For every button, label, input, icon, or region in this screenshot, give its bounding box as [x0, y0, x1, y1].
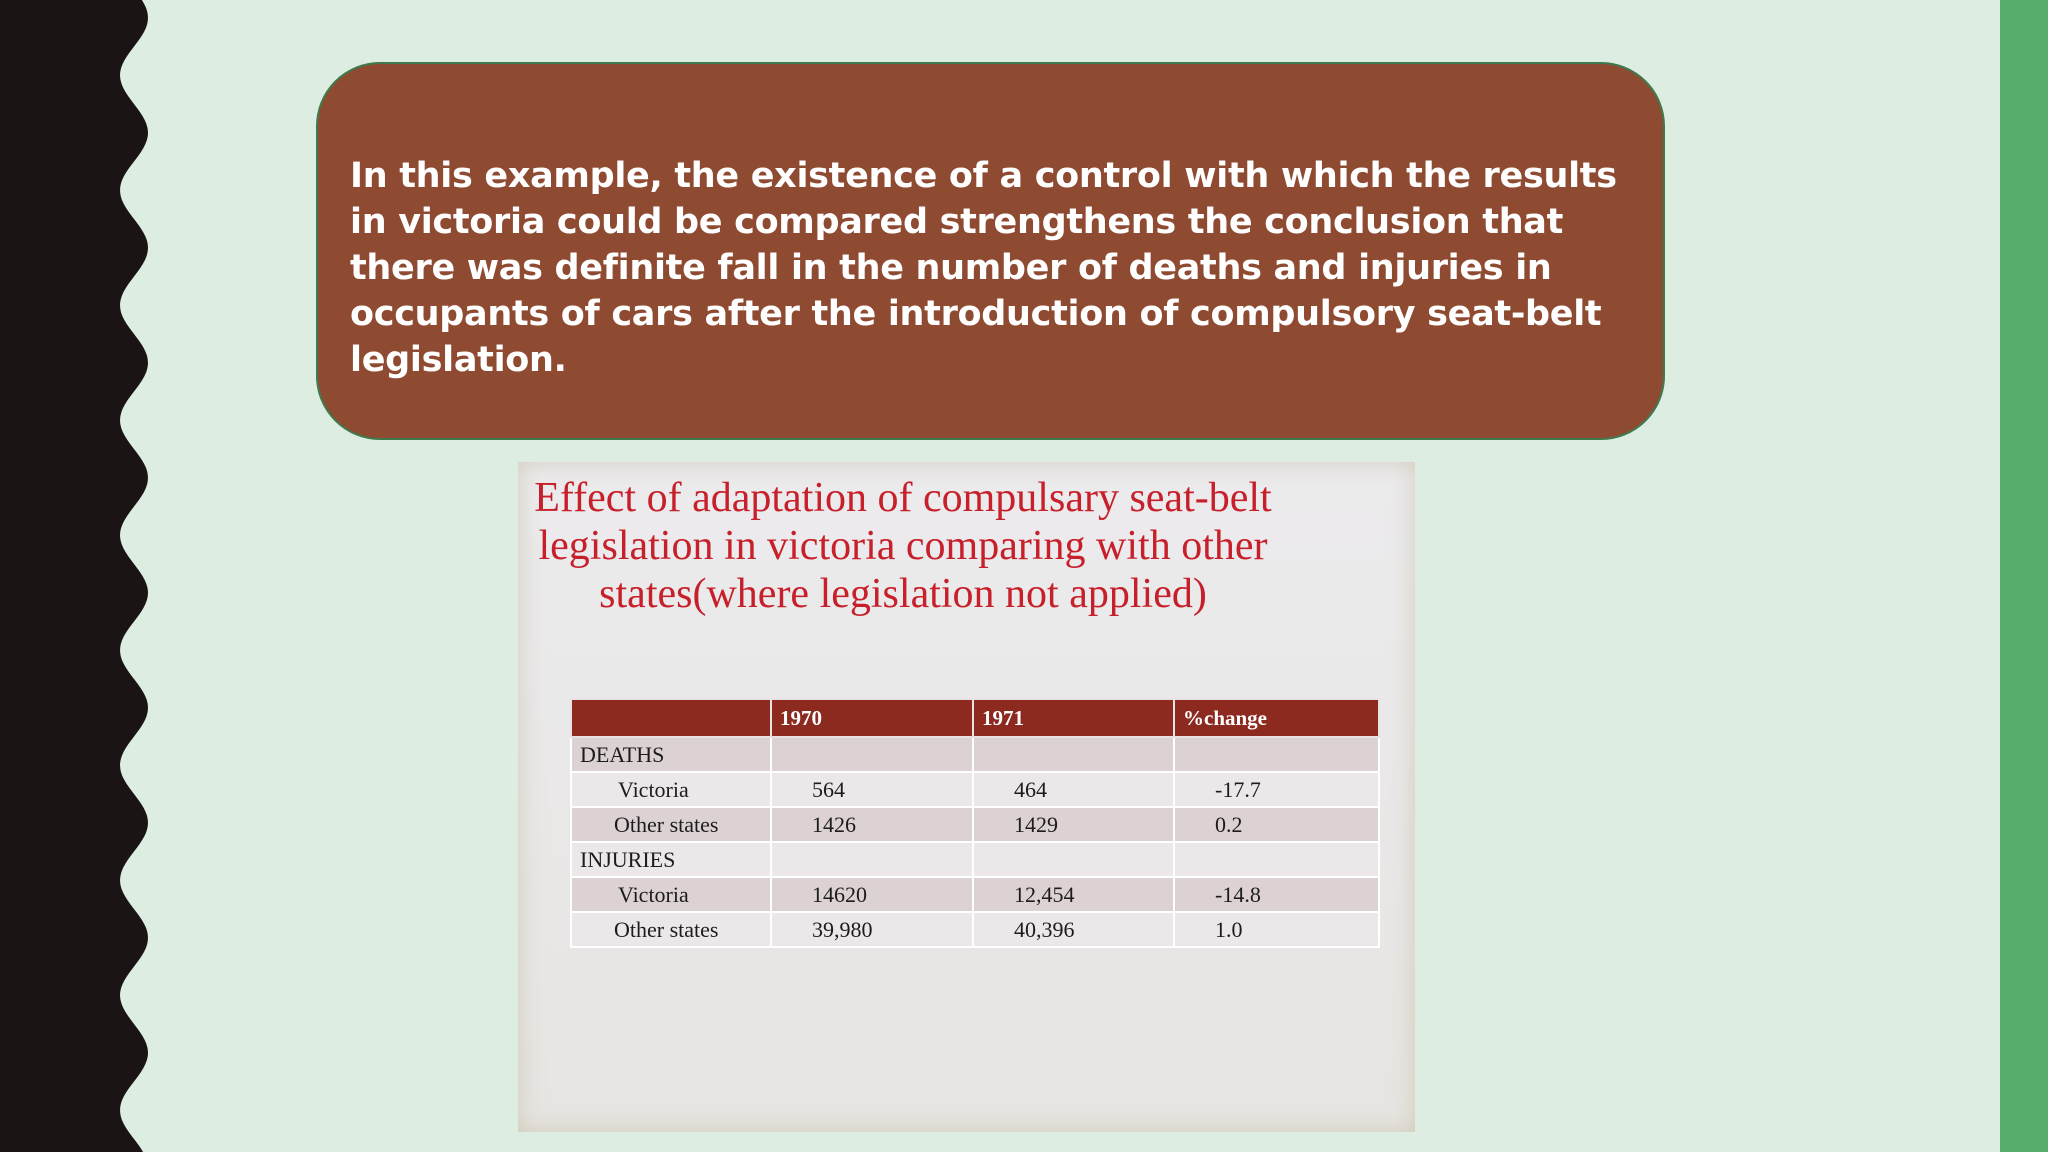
- cell-1970: 39,980: [771, 912, 973, 947]
- cell-1971: 464: [973, 772, 1174, 807]
- header-cell-change: %change: [1174, 699, 1379, 737]
- table-title: Effect of adaptation of compulsary seat-belt legislation in victoria comparing with other states(where legislation not applied): [534, 475, 1272, 617]
- header-cell-1970: 1970: [771, 699, 973, 737]
- row-label: DEATHS: [571, 737, 771, 772]
- cell-1970: 14620: [771, 877, 973, 912]
- table-header-row: [571, 699, 1379, 737]
- cell-1971: 40,396: [973, 912, 1174, 947]
- embedded-slide-image: [518, 462, 1415, 1132]
- row-label: Other states: [571, 807, 771, 842]
- row-label: INJURIES: [571, 842, 771, 877]
- table-row: [571, 737, 1379, 772]
- cell-1970: 564: [771, 772, 973, 807]
- table-row: [571, 912, 1379, 947]
- cell-1971: 1429: [973, 807, 1174, 842]
- cell-1971: [973, 842, 1174, 877]
- cell-1970: 1426: [771, 807, 973, 842]
- table-row: [571, 842, 1379, 877]
- cell-change: -14.8: [1174, 877, 1379, 912]
- seat-belt-data-table: [570, 698, 1380, 948]
- cell-1970: [771, 842, 973, 877]
- row-label: Other states: [571, 912, 771, 947]
- table-row: [571, 772, 1379, 807]
- row-label: Victoria: [571, 772, 771, 807]
- header-cell-label: [571, 699, 771, 737]
- left-wavy-band: [0, 0, 160, 1152]
- cell-change: [1174, 842, 1379, 877]
- header-cell-1971: 1971: [973, 699, 1174, 737]
- cell-1970: [771, 737, 973, 772]
- cell-change: -17.7: [1174, 772, 1379, 807]
- cell-change: [1174, 737, 1379, 772]
- right-accent-strip: [2000, 0, 2048, 1152]
- row-label: Victoria: [571, 877, 771, 912]
- table-row: [571, 807, 1379, 842]
- callout-text: In this example, the existence of a control with which the results in victoria could be compared strengthens the conclusion that there was definite fall in the number of deaths and injuries in occupants of cars after the introduction of compulsory seat-belt legislation.: [350, 156, 1617, 380]
- table-row: [571, 877, 1379, 912]
- callout-box: [316, 62, 1665, 440]
- cell-change: 0.2: [1174, 807, 1379, 842]
- cell-change: 1.0: [1174, 912, 1379, 947]
- cell-1971: 12,454: [973, 877, 1174, 912]
- cell-1971: [973, 737, 1174, 772]
- left-wave-shape: [0, 0, 148, 1152]
